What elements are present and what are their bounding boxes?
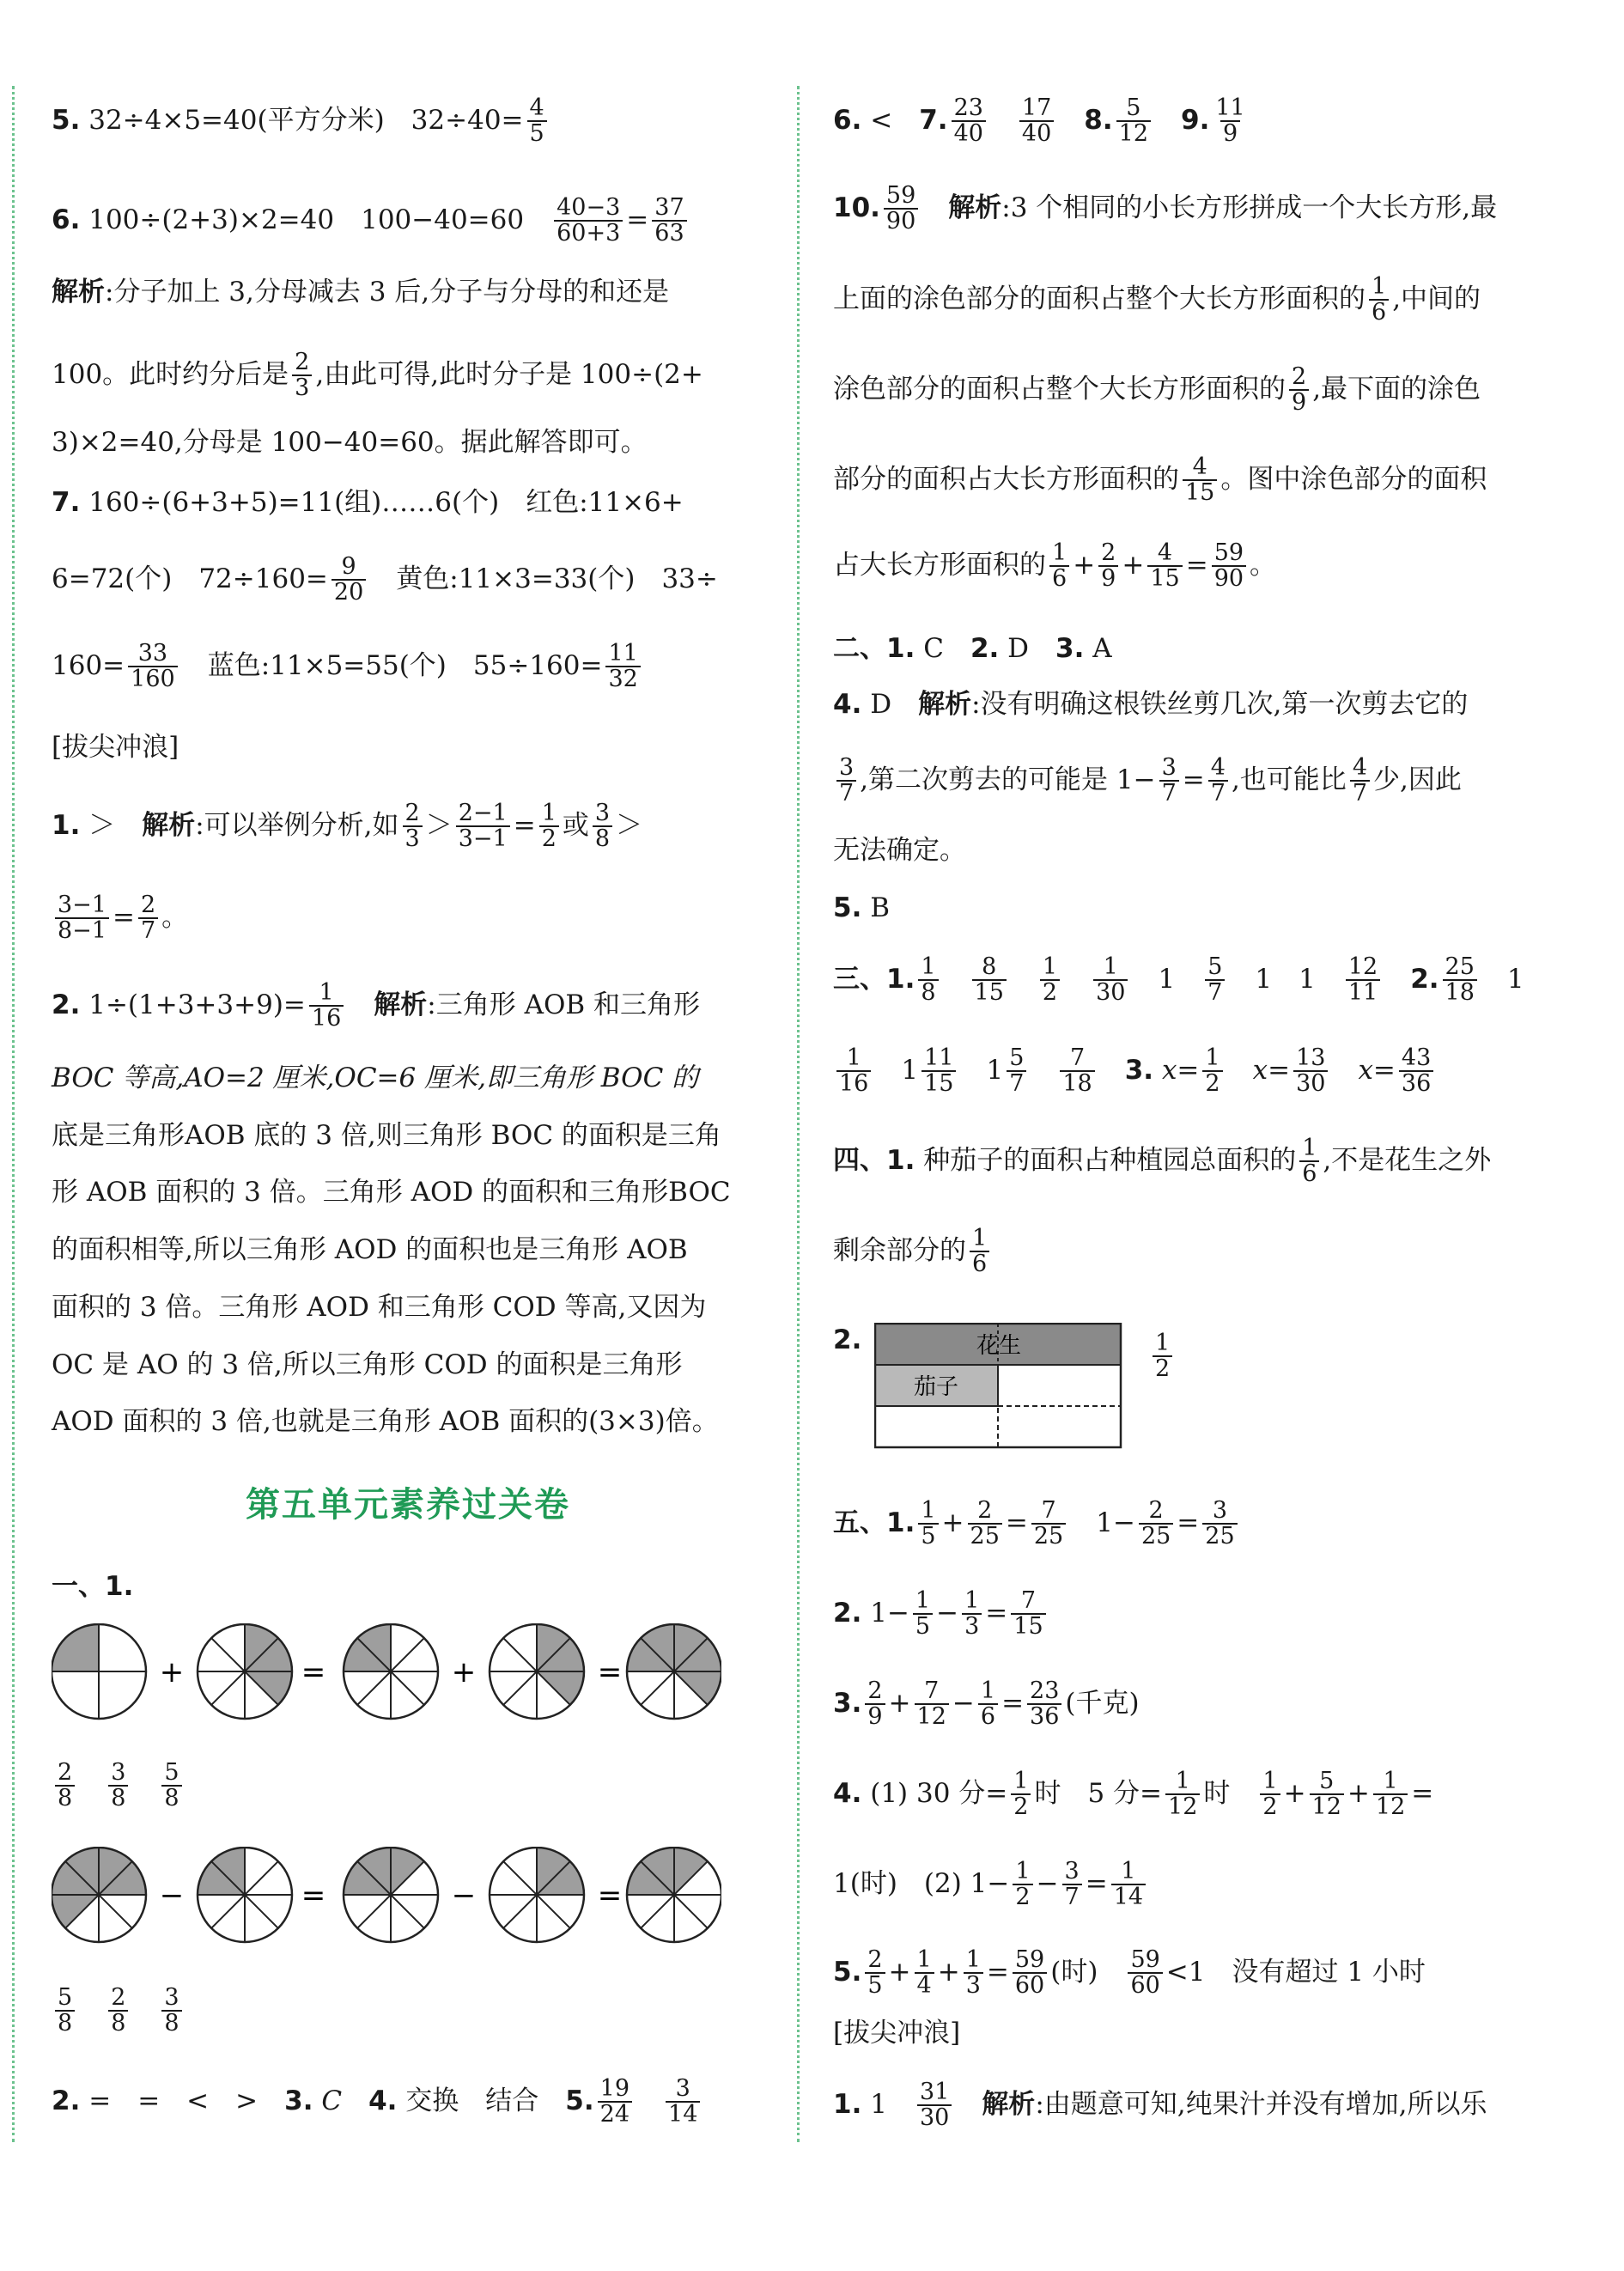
circle-three-eighths (198, 1624, 292, 1719)
circle-five-eighths (52, 1848, 146, 1942)
analysis-line: 面积的 3 倍。三角形 AOD 和三角形 COD 等高,又因为 (52, 1292, 707, 1323)
left-margin-line (12, 86, 15, 2142)
fraction: $\frac{2}{9}$ (865, 1679, 885, 1730)
fraction: $\frac{9}{20}$ (331, 555, 366, 606)
fraction: $\frac{2}{8}$ (55, 1761, 75, 1811)
analysis-line: 上面的涂色部分的面积占整个大长方形面积的 $\frac{1}{6}$ ,中间的 (833, 273, 1481, 326)
fraction: $\frac{1}{2}$ (1040, 955, 1060, 1006)
fraction: $\frac{1}{3}$ (964, 1948, 983, 1999)
part-five-answer-5: 5. $\frac{2}{5}$ + $\frac{1}{4}$ + $\frac{1}{3}$ = $\frac{59}{60}$ (时) $\frac{59}{60}$ <1 没有超过 1 小时 (833, 1946, 1426, 2000)
fraction: $\frac{1}{2}$ (1011, 1769, 1031, 1820)
circle-two-eighths (344, 1624, 438, 1719)
fraction: $\frac{3}{8}$ (593, 801, 612, 852)
fraction: $\frac{4}{5}$ (527, 96, 547, 147)
fraction: $\frac{12}{11}$ (1346, 955, 1380, 1006)
unit-title: 第五单元素养过关卷 (246, 1484, 570, 1525)
part-three-answers: 三、1. $\frac{1}{8}$ $\frac{8}{15}$ $\frac{1}{2}$ $\frac{1}{30}$ 1 $\frac{5}{7}$ 1 1 $\frac{12}{11}$ 2. $\frac{25}{18}$ 1 (833, 953, 1524, 1007)
part-four-answer-1: 剩余部分的 $\frac{1}{6}$ (833, 1227, 993, 1277)
fraction: $\frac{1}{6}$ (970, 1227, 989, 1277)
fraction-row (52, 1986, 186, 2037)
fraction: $\frac{7}{15}$ (1011, 1589, 1045, 1640)
part-three-answers: $\frac{1}{16}$ 1 $\frac{11}{15}$ 1 $\frac{5}{7}$ $\frac{7}{18}$ 3. x= $\frac{1}{2}$ x= $\frac{13}{30}$ x= $\frac{43}{36}$ (833, 1046, 1437, 1097)
answer-line: $\frac{3-1}{8-1}$ = $\frac{2}{7}$ 。 (52, 893, 188, 944)
fraction: $\frac{3}{8}$ (108, 1761, 128, 1811)
fraction: $\frac{5}{7}$ (1007, 1046, 1026, 1097)
fraction: $\frac{2}{9}$ (1098, 541, 1118, 592)
part-five-answer-3: 3. $\frac{2}{9}$ + $\frac{7}{12}$ − $\frac{1}{6}$ = $\frac{23}{36}$ (千克) (833, 1677, 1140, 1731)
fraction: $\frac{1}{12}$ (1373, 1769, 1408, 1820)
fraction: $\frac{5}{12}$ (1116, 96, 1151, 147)
part-two-answers: 二、1. C 2. D 3. A (833, 633, 1112, 664)
answer-line-2: 2. 1÷(1+3+3+9)= $\frac{1}{16}$ 解析:三角形 AOB 和三角形 (52, 979, 700, 1032)
fraction: $\frac{3}{25}$ (1202, 1499, 1237, 1550)
analysis-line: 涂色部分的面积占整个大长方形面积的 $\frac{2}{9}$ ,最下面的涂色 (833, 363, 1481, 417)
fraction: $\frac{59}{90}$ (1212, 541, 1246, 592)
plus-sign: + (451, 1655, 477, 1690)
fraction: $\frac{2}{25}$ (1139, 1499, 1173, 1550)
fraction: $\frac{7}{18}$ (1060, 1046, 1094, 1097)
fraction: $\frac{1}{4}$ (915, 1948, 934, 1999)
fraction: $\frac{8}{15}$ (972, 955, 1007, 1006)
fraction-circles-addition (52, 1623, 721, 1722)
equals-sign: = (597, 1655, 623, 1690)
fraction: $\frac{11}{9}$ (1215, 94, 1245, 148)
fraction: $\frac{40-3}{60+3}$ (554, 196, 623, 247)
fraction: $\frac{19}{24}$ (598, 2077, 632, 2128)
fraction: $\frac{31}{30}$ (917, 2080, 952, 2131)
analysis-line: 100。此时约分后是 $\frac{2}{3}$ ,由此可得,此时分子是 100÷(2+ (52, 349, 703, 402)
fraction: $\frac{3}{14}$ (666, 2077, 700, 2128)
fraction: $\frac{4}{7}$ (1208, 756, 1228, 807)
fraction-circles-subtraction (52, 1847, 721, 1945)
fraction: $\frac{1}{6}$ (1299, 1136, 1319, 1187)
answer-line-2: 2. = = < > 3. C 4. 交换 结合 5. $\frac{19}{24}$ $\frac{3}{14}$ (52, 2077, 703, 2128)
fraction-answer (1149, 1331, 1176, 1382)
circle-three-eighths (490, 1624, 584, 1719)
part-five-answer-4: 1(时) (2) 1− $\frac{1}{2}$ − $\frac{3}{7}$ = $\frac{1}{14}$ (833, 1860, 1149, 1910)
fraction: $\frac{3-1}{8-1}$ (55, 893, 109, 944)
equals-sign: = (597, 1878, 623, 1913)
fraction: $\frac{5}{7}$ (1205, 955, 1225, 1006)
fraction: $\frac{3}{7}$ (836, 756, 856, 807)
fraction: $\frac{5}{8}$ (55, 1986, 75, 2037)
fraction: $\frac{1}{2}$ (539, 801, 559, 852)
answer-line-10: 10. $\frac{59}{90}$ 解析:3 个相同的小长方形拼成一个大长方形,最 (833, 182, 1498, 235)
fraction: $\frac{2}{5}$ (865, 1948, 885, 1999)
fraction: $\frac{1}{30}$ (1093, 955, 1128, 1006)
minus-sign: − (451, 1878, 477, 1913)
answer-line-4: 4. D 解析:没有明确这根铁丝剪几次,第一次剪去它的 (833, 689, 1469, 720)
fraction: $\frac{17}{40}$ (1019, 96, 1054, 147)
fraction: $\frac{43}{36}$ (1399, 1046, 1433, 1097)
circle-two-eighths (490, 1848, 584, 1942)
analysis-line: 底是三角形AOB 底的 3 倍,则三角形 BOC 的面积是三角 (52, 1120, 721, 1151)
circle-five-eighths (627, 1624, 721, 1719)
fraction: $\frac{1}{16}$ (309, 981, 344, 1032)
fraction: $\frac{37}{63}$ (652, 196, 686, 247)
analysis-line: 部分的面积占大长方形面积的 $\frac{4}{15}$ 。图中涂色部分的面积 (833, 454, 1487, 507)
fraction: $\frac{11}{32}$ (605, 642, 640, 692)
fraction: $\frac{1}{6}$ (978, 1679, 998, 1730)
analysis-line: 占大长方形面积的 $\frac{1}{6}$ + $\frac{2}{9}$ + $\frac{4}{15}$ = $\frac{59}{90}$ 。 (833, 539, 1277, 593)
answer-line: 160= $\frac{33}{160}$ 蓝色:11×5=55(个) 55÷160= $\frac{11}{32}$ (52, 642, 644, 692)
fraction: $\frac{13}{30}$ (1293, 1046, 1328, 1097)
peanut-label: 花生 (976, 1333, 1022, 1359)
analysis-line: 形 AOB 面积的 3 倍。三角形 AOD 的面积和三角形BOC (52, 1177, 731, 1208)
analysis-line: 3)×2=40,分母是 100−40=60。据此解答即可。 (52, 427, 648, 458)
section-heading: [拔尖冲浪] (833, 2018, 961, 2049)
fraction: $\frac{5}{8}$ (161, 1761, 181, 1811)
fraction: $\frac{1}{2}$ (1202, 1046, 1222, 1097)
section-heading: [拔尖冲浪] (52, 732, 179, 763)
equals-sign: = (301, 1878, 326, 1913)
analysis-line: BOC 等高,AO=2 厘米,OC=6 厘米,即三角形 BOC 的 (52, 1062, 699, 1093)
part-four-answer-1: 四、1. 种茄子的面积占种植园总面积的 $\frac{1}{6}$ ,不是花生之外 (833, 1135, 1492, 1188)
fraction: $\frac{1}{2}$ (1153, 1331, 1172, 1382)
fraction: $\frac{1}{2}$ (1013, 1860, 1032, 1910)
fraction: $\frac{11}{15}$ (921, 1046, 956, 1097)
fraction: $\frac{33}{160}$ (128, 642, 178, 692)
fraction: $\frac{2}{9}$ (1289, 365, 1309, 416)
fraction: $\frac{1}{5}$ (913, 1589, 933, 1640)
fraction: $\frac{2-1}{3-1}$ (456, 801, 510, 852)
fraction: $\frac{7}{12}$ (915, 1679, 949, 1730)
fraction: $\frac{4}{15}$ (1183, 455, 1217, 506)
circle-three-eighths (627, 1848, 721, 1942)
answer-line-5: 5. B (833, 892, 890, 923)
fraction: $\frac{2}{3}$ (292, 350, 312, 401)
fraction: $\frac{7}{25}$ (1031, 1499, 1066, 1550)
question-number: 2. (833, 1324, 862, 1355)
analysis-line: 的面积相等,所以三角形 AOD 的面积也是三角形 AOB (52, 1234, 688, 1265)
answer-line: 6=72(个) 72÷160= $\frac{9}{20}$ 黄色:11×3=33(个) 33÷ (52, 553, 718, 606)
fraction-row (52, 1761, 186, 1811)
part-five-answer-2: 2. 1− $\frac{1}{5}$ − $\frac{1}{3}$ = $\frac{7}{15}$ (833, 1589, 1049, 1640)
fraction: $\frac{59}{90}$ (884, 184, 918, 234)
fraction: $\frac{59}{60}$ (1128, 1948, 1162, 1999)
fraction: $\frac{1}{12}$ (1165, 1769, 1200, 1820)
eggplant-label: 茄子 (913, 1374, 959, 1400)
minus-sign: − (159, 1878, 185, 1913)
fraction: $\frac{2}{8}$ (108, 1986, 128, 2037)
circle-two-eighths (52, 1624, 146, 1719)
garden-area-diagram (874, 1323, 1123, 1450)
fraction: $\frac{1}{6}$ (1049, 541, 1069, 592)
part-five-answer-1: 五、1. $\frac{1}{5}$ + $\frac{2}{25}$ = $\frac{7}{25}$ 1− $\frac{2}{25}$ = $\frac{3}{25}$ (833, 1499, 1241, 1550)
fraction: $\frac{23}{40}$ (952, 96, 986, 147)
fraction: $\frac{3}{7}$ (1159, 756, 1179, 807)
part-one-label: 一、1. (52, 1571, 134, 1602)
circle-two-eighths (198, 1848, 292, 1942)
plus-sign: + (159, 1655, 185, 1690)
fraction: $\frac{23}{36}$ (1027, 1679, 1061, 1730)
fraction: $\frac{1}{2}$ (1260, 1769, 1280, 1820)
answer-line-5: 5. 32÷4×5=40(平方分米) 32÷40= $\frac{4}{5}$ (52, 96, 550, 147)
analysis-line: 无法确定。 (833, 835, 966, 866)
fraction: $\frac{3}{7}$ (1062, 1860, 1082, 1910)
fraction: $\frac{1}{8}$ (918, 955, 938, 1006)
fraction: $\frac{1}{5}$ (918, 1499, 938, 1550)
answer-line-1: 1. ＞ 解析:可以举例分析,如 $\frac{2}{3}$ ＞ $\frac{2-1}{3-1}$ = $\frac{1}{2}$ 或 $\frac{3}{8}$ ＞ (52, 800, 643, 853)
circle-three-eighths (344, 1848, 438, 1942)
answer-line-7: 7. 160÷(6+3+5)=11(组)……6(个) 红色:11×6+ (52, 487, 684, 518)
part-five-answer-4: 4. (1) 30 分= $\frac{1}{2}$ 时 5 分= $\frac{1}{12}$ 时 $\frac{1}{2}$ + $\frac{5}{12}$ + $\frac{1}{12}$ = (833, 1768, 1434, 1821)
analysis-line: OC 是 AO 的 3 倍,所以三角形 COD 的面积是三角形 (52, 1349, 683, 1380)
fraction: $\frac{1}{3}$ (962, 1589, 982, 1640)
fraction: $\frac{2}{25}$ (968, 1499, 1002, 1550)
fraction: $\frac{1}{14}$ (1111, 1860, 1146, 1910)
fraction: $\frac{25}{18}$ (1443, 955, 1477, 1006)
answer-line-6-9: 6. < 7. $\frac{23}{40}$ $\frac{17}{40}$ 8. $\frac{5}{12}$ 9. $\frac{11}{9}$ (833, 96, 1251, 147)
fraction: $\frac{1}{16}$ (836, 1046, 871, 1097)
fraction: $\frac{2}{7}$ (138, 893, 158, 944)
center-divider-line (797, 86, 800, 2142)
fraction: $\frac{59}{60}$ (1013, 1948, 1047, 1999)
fraction: $\frac{4}{7}$ (1350, 756, 1370, 807)
fraction: $\frac{1}{6}$ (1369, 275, 1389, 326)
analysis-line: 解析:分子加上 3,分母减去 3 后,分子与分母的和还是 (52, 277, 670, 307)
challenge-answer-1: 1. 1 $\frac{31}{30}$ 解析:由题意可知,纯果汁并没有增加,所以乐 (833, 2079, 1487, 2132)
analysis-line: AOD 面积的 3 倍,也就是三角形 AOB 面积的(3×3)倍。 (52, 1406, 719, 1437)
answer-line-6: 6. 100÷(2+3)×2=40 100−40=60 $\frac{40-3}{60+3}$ = $\frac{37}{63}$ (52, 196, 690, 247)
analysis-line: $\frac{3}{7}$ ,第二次剪去的可能是 1− $\frac{3}{7}$ = $\frac{4}{7}$ ,也可能比 $\frac{4}{7}$ 少,因此 (833, 756, 1462, 807)
fraction: $\frac{4}{15}$ (1147, 541, 1182, 592)
fraction: $\frac{2}{3}$ (403, 801, 423, 852)
fraction: $\frac{3}{8}$ (161, 1986, 181, 2037)
fraction: $\frac{5}{12}$ (1310, 1769, 1344, 1820)
equals-sign: = (301, 1655, 326, 1690)
